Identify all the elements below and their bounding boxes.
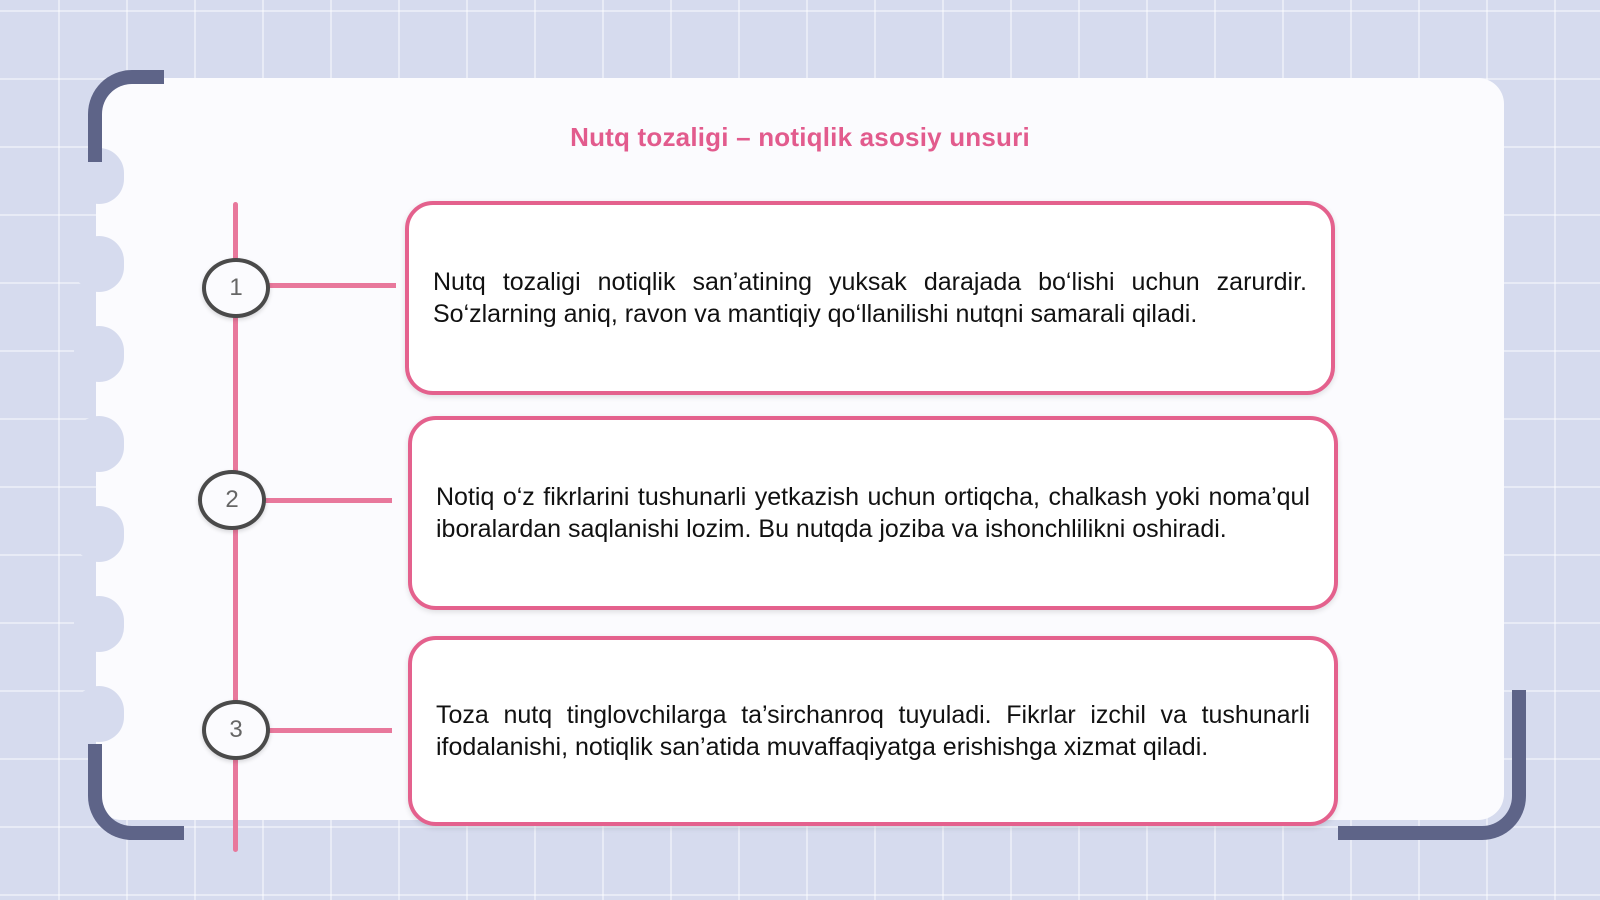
corner-bracket-bottom-right — [1338, 690, 1526, 840]
step-number-2: 2 — [198, 470, 266, 530]
step-text-3: Toza nutq tinglovchilarga ta’sirchanroq tuyuladi. Fikrlar izchil va tushunarli ifodalanishi, notiqlik san’atida muvaffaqiyatga erishishga xizmat qiladi. — [436, 701, 1310, 761]
step-number-3: 3 — [202, 700, 270, 760]
card-notch — [74, 596, 124, 652]
step-box-1 — [405, 201, 1335, 395]
step-box-3 — [408, 636, 1338, 826]
connector-line — [268, 728, 392, 733]
step-number-1: 1 — [202, 258, 270, 318]
card-notch — [74, 416, 124, 472]
card-notch — [74, 506, 124, 562]
connector-line — [268, 283, 396, 288]
corner-bracket-bottom-left — [88, 744, 184, 840]
slide-title: Nutq tozaligi – notiqlik asosiy unsuri — [570, 122, 1030, 152]
card-notch — [74, 236, 124, 292]
step-text-1: Nutq tozaligi notiqlik san’atining yuksak darajada bo‘lishi uchun zarurdir. So‘zlarning aniq, ravon va mantiqiy qo‘llanilishi nutqni samarali qiladi. — [433, 268, 1307, 328]
connector-line — [264, 498, 392, 503]
card-notch — [74, 326, 124, 382]
card-notch — [74, 686, 124, 742]
step-box-2 — [408, 416, 1338, 610]
step-text-2: Notiq o‘z fikrlarini tushunarli yetkazish uchun ortiqcha, chalkash yoki noma’qul iboralardan saqlanishi lozim. Bu nutqda joziba va ishonchlilikni oshiradi. — [436, 483, 1310, 543]
